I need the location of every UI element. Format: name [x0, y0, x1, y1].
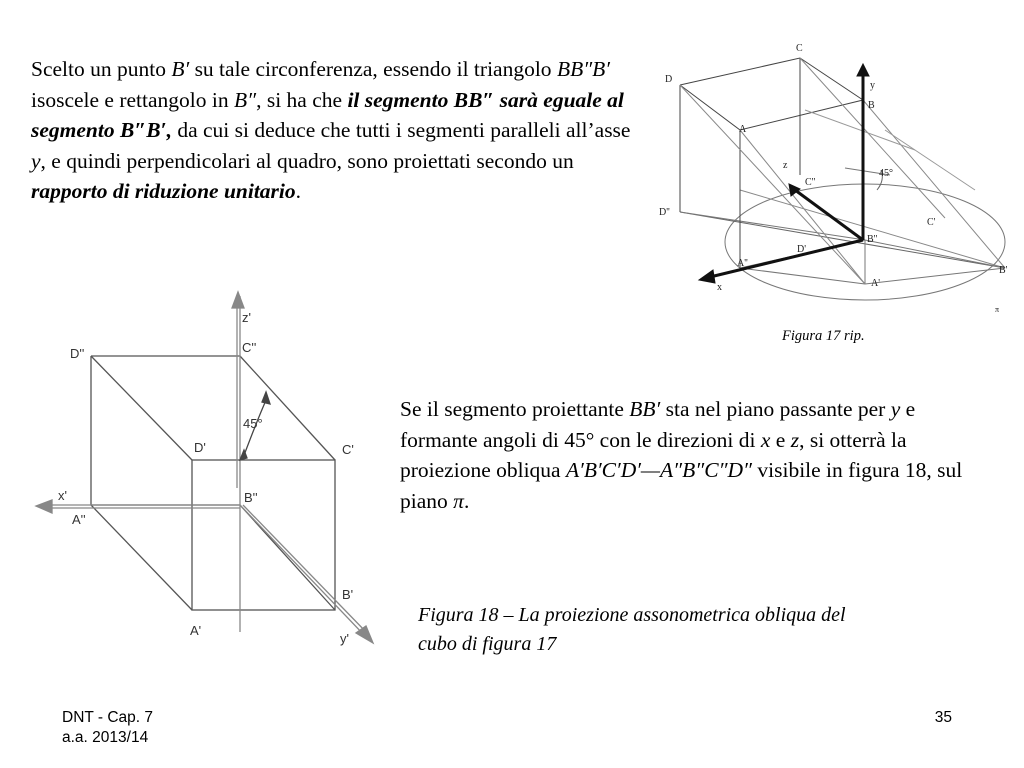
figure-18-oblique-projection: [30, 288, 380, 663]
symbol-x: x: [760, 427, 771, 452]
fig18-label-c-prime: C': [342, 442, 354, 457]
symbol-y-axis: y: [31, 148, 41, 173]
fig18-label-c-double-prime: C'': [242, 340, 257, 355]
symbol-b-double-prime: B″: [234, 87, 257, 112]
figure-17-cube-diagram: [655, 40, 1015, 325]
fig18-label-z: z': [242, 310, 251, 325]
symbol-b-prime: B′: [171, 57, 190, 81]
fig17-label-y: y: [870, 80, 875, 91]
symbol-pi-plane: π: [453, 488, 464, 513]
fig18-label-angle: 45°: [243, 416, 263, 431]
page-number: 35: [934, 709, 952, 726]
fig18-label-a-double-prime: A'': [72, 512, 86, 527]
fig17-label-d-double-prime: D'': [659, 207, 670, 218]
symbol-y: y: [890, 397, 901, 421]
fig17-label-b-double-prime: B'': [867, 234, 878, 245]
fig17-label-angle: 45°: [879, 168, 893, 179]
symbol-projection-vertices: A′B′C′D′—A″B″C″D″: [565, 458, 752, 482]
footer-course-info: [62, 708, 153, 748]
fig17-label-x: x: [717, 282, 722, 293]
fig18-label-y: y': [340, 631, 349, 646]
fig17-label-c-prime: C': [927, 217, 936, 228]
fig17-label-a: A: [739, 124, 747, 135]
fig18-label-b-double-prime: B'': [244, 490, 258, 505]
figure-18-svg: [30, 288, 380, 658]
fig17-label-z: z: [783, 160, 788, 171]
footer-course: DNT - Cap. 7: [62, 709, 154, 726]
fig18-label-a-prime: A': [190, 623, 202, 638]
fig17-label-b-prime: B': [999, 265, 1008, 276]
fig17-label-a-double-prime: A'': [737, 258, 748, 269]
fig17-label-a-prime: A': [871, 278, 881, 289]
emphasis-segment-equality: il segmento BB″ sarà eguale al segmento B″B′,: [31, 87, 624, 142]
paragraph-intro: Scelto un punto B′ su tale circonferenza, essendo il triangolo BB″B′ isoscele e rettangolo in B″, si ha che il segmento BB″ sarà eguale al segmento B″B′, da cui si deduce che tutti i segmenti paralleli all’asse y, e quindi perpendicolari al quadro, sono proiettati secondo un rapporto di riduzione unitario.: [31, 57, 631, 203]
symbol-triangle: BB″B′: [556, 57, 610, 81]
fig17-label-d: D: [665, 74, 673, 85]
fig17-label-d-prime: D': [797, 244, 807, 255]
footer-year: a.a. 2013/14: [62, 729, 149, 746]
fig17-label-b: B: [868, 100, 875, 111]
fig18-label-b-prime: B': [342, 587, 354, 602]
fig17-label-pi: π: [995, 305, 1000, 314]
fig18-label-d-prime: D': [194, 440, 206, 455]
paragraph-oblique-projection: Se il segmento proiettante BB′ sta nel piano passante per y e formante angoli di 45° con le direzioni di x e z, si otterrà la proiezione obliqua A′B′C′D′—A″B″C″D″ visibile in figura 18, sul piano π.: [400, 397, 963, 513]
fig17-label-c: C: [796, 43, 803, 54]
fig18-label-d-double-prime: D'': [70, 346, 85, 361]
figure-18-caption: Figura 18 – La proiezione assonometrica obliqua del cubo di figura 17: [418, 604, 846, 655]
symbol-segment-bb-prime: BB′: [629, 397, 661, 421]
figure-17-svg: [655, 40, 1015, 320]
figure-17-caption: Figura 17 rip.: [782, 328, 865, 344]
symbol-z: z: [790, 427, 800, 452]
emphasis-reduction-ratio: rapporto di riduzione unitario: [31, 179, 296, 203]
fig17-label-c-double-prime: C'': [805, 177, 816, 188]
fig18-label-x: x': [58, 488, 67, 503]
